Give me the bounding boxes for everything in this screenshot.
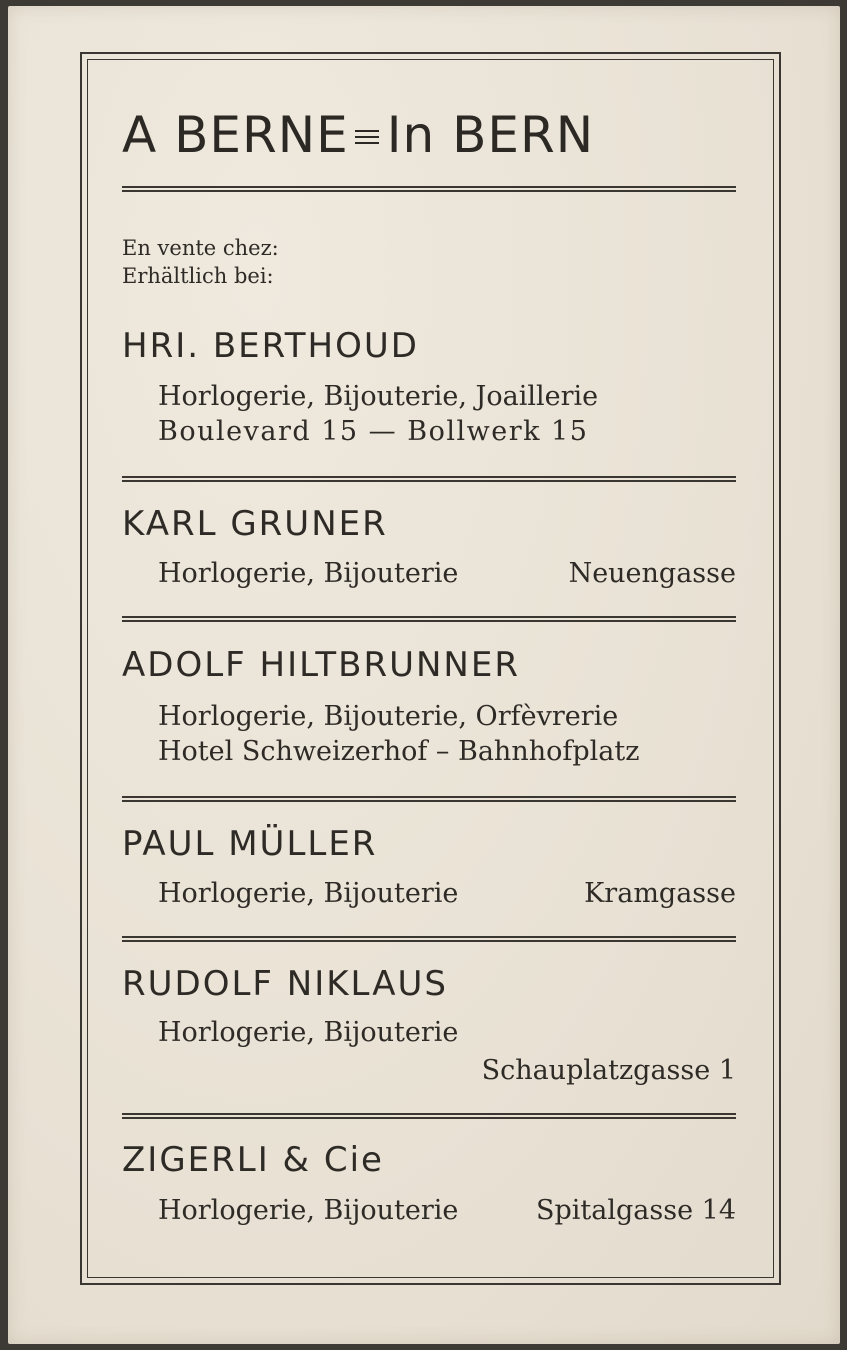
shop-name: HRI. BERTHOUD bbox=[122, 326, 419, 366]
shop-address: Boulevard 15 — Bollwerk 15 bbox=[158, 416, 589, 447]
shop-description bbox=[158, 1194, 736, 1228]
shop-name: PAUL MÜLLER bbox=[122, 824, 378, 864]
shop-trade: Horlogerie, Bijouterie bbox=[158, 1017, 459, 1048]
shop-description bbox=[158, 380, 736, 414]
section-divider bbox=[122, 1113, 736, 1119]
section-divider bbox=[122, 936, 736, 942]
section-divider bbox=[122, 796, 736, 802]
shop-trade: Horlogerie, Bijouterie bbox=[158, 1195, 459, 1226]
sale-label-de: Erhältlich bei: bbox=[122, 264, 274, 288]
shop-name: KARL GRUNER bbox=[122, 504, 388, 544]
shop-name: ZIGERLI & Cie bbox=[122, 1140, 384, 1180]
section-divider bbox=[122, 616, 736, 622]
title-divider bbox=[122, 186, 736, 192]
shop-name: RUDOLF NIKLAUS bbox=[122, 964, 448, 1004]
shop-address: Spitalgasse 14 bbox=[535, 1195, 736, 1226]
shop-description bbox=[158, 557, 736, 591]
shop-name: ADOLF HILTBRUNNER bbox=[122, 645, 520, 685]
title-french: A BERNE bbox=[122, 106, 349, 164]
shop-trade: Horlogerie, Bijouterie, Orfèvrerie bbox=[158, 701, 619, 732]
shop-address: Kramgasse bbox=[584, 878, 736, 909]
title-german: In BERN bbox=[386, 106, 595, 164]
page-title bbox=[122, 100, 736, 170]
sale-label bbox=[122, 234, 279, 290]
section-divider bbox=[122, 476, 736, 482]
shop-trade: Horlogerie, Bijouterie bbox=[158, 558, 459, 589]
shop-address: Neuengasse bbox=[568, 558, 736, 589]
shop-trade: Horlogerie, Bijouterie bbox=[158, 878, 459, 909]
sale-label-fr: En vente chez: bbox=[122, 236, 279, 260]
shop-description bbox=[158, 877, 736, 911]
equals-separator bbox=[355, 130, 379, 144]
shop-trade: Horlogerie, Bijouterie, Joaillerie bbox=[158, 381, 599, 412]
shop-address: Schauplatzgasse 1 bbox=[481, 1055, 736, 1086]
shop-address: Hotel Schweizerhof – Bahnhofplatz bbox=[158, 736, 640, 767]
